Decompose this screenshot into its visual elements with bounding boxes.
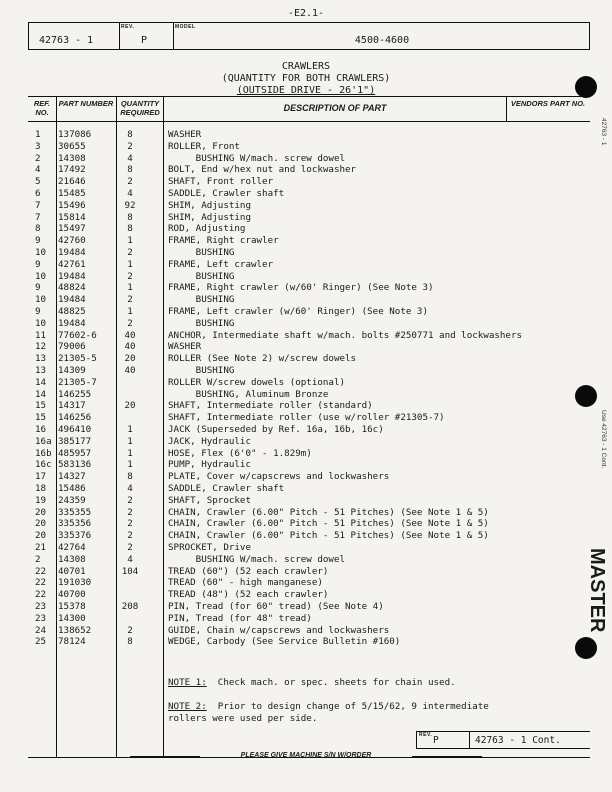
- row-description: FRAME, Left crawler (w/60' Ringer) (See Note 3): [168, 306, 428, 317]
- row-description: TREAD (48") (52 each crawler): [168, 589, 329, 601]
- row-ref: 12: [35, 341, 47, 353]
- row-ref: 6: [35, 188, 41, 199]
- header-rule: [28, 121, 590, 122]
- model-cell: [173, 23, 589, 49]
- row-quantity: 1: [127, 235, 133, 247]
- edge-note-middle: Use 42763 - 1 Cont.: [600, 410, 607, 469]
- table-row: [28, 188, 590, 200]
- table-row: [28, 247, 590, 259]
- row-part-number: 21305-7: [58, 376, 97, 388]
- row-quantity: 2: [127, 506, 133, 518]
- row-description: BUSHING: [168, 317, 235, 329]
- table-row: [28, 141, 590, 153]
- row-description: CHAIN, Crawler (6.00" Pitch - 51 Pitches) (See Note 1 & 5): [168, 506, 489, 518]
- row-quantity: 8: [127, 211, 133, 223]
- table-row: [28, 495, 590, 507]
- row-quantity: 40: [124, 329, 136, 341]
- row-quantity: 2: [127, 530, 133, 542]
- row-description: BOLT, End w/hex nut and lockwasher: [168, 164, 357, 176]
- row-ref: 10: [35, 294, 47, 306]
- table-row: [28, 259, 590, 271]
- master-stamp: MASTER: [586, 548, 608, 633]
- row-quantity: 1: [127, 447, 133, 459]
- row-part-number: 19484: [58, 270, 86, 282]
- row-quantity: 2: [127, 294, 133, 306]
- note-2-cont: rollers were used per side.: [168, 713, 318, 724]
- rev-value: P: [141, 35, 148, 46]
- row-ref: 15: [35, 412, 47, 424]
- row-part-number: 15496: [58, 199, 86, 211]
- table-row: [28, 613, 590, 625]
- table-row: [28, 271, 590, 283]
- row-ref: 4: [35, 164, 41, 176]
- table-row: [28, 164, 590, 176]
- row-description: WEDGE, Carbody (See Service Bulletin #160): [168, 636, 401, 648]
- parts-table: [28, 96, 590, 758]
- row-description: SPROCKET, Drive: [168, 542, 251, 553]
- row-quantity: 8: [127, 471, 133, 483]
- row-ref: 7: [35, 199, 41, 211]
- row-part-number: 19484: [58, 317, 86, 329]
- col-header-desc: DESCRIPTION OF PART: [283, 103, 387, 113]
- row-description: HOSE, Flex (6'0" - 1.829m): [168, 447, 312, 459]
- row-ref: 13: [35, 365, 47, 376]
- row-ref: 2: [35, 553, 41, 565]
- row-part-number: 14309: [58, 365, 86, 376]
- row-ref: 9: [35, 235, 41, 247]
- row-part-number: 21305-5: [58, 353, 97, 365]
- note-2: [168, 701, 489, 713]
- row-quantity: 2: [127, 270, 133, 282]
- table-row: [28, 377, 590, 389]
- section-subtitle-drive: [0, 85, 612, 96]
- table-row: [28, 330, 590, 342]
- row-ref: 23: [35, 612, 47, 624]
- doc-number: 42763 - 1: [39, 35, 94, 46]
- row-ref: 17: [35, 471, 47, 483]
- row-quantity: 8: [127, 164, 133, 176]
- row-part-number: 40700: [58, 589, 86, 601]
- row-part-number: 15378: [58, 601, 86, 612]
- table-row: [28, 200, 590, 212]
- note-2-label: NOTE 2:: [168, 701, 207, 712]
- row-part-number: 138652: [58, 624, 92, 636]
- row-quantity: 40: [124, 365, 136, 376]
- row-part-number: 78124: [58, 636, 86, 648]
- table-row: [28, 294, 590, 306]
- row-ref: 22: [35, 577, 47, 589]
- row-ref: 22: [35, 565, 47, 577]
- row-ref: 16c: [35, 459, 52, 471]
- row-description: PUMP, Hydraulic: [168, 459, 251, 471]
- row-ref: 19: [35, 494, 47, 506]
- row-ref: 25: [35, 636, 47, 648]
- row-part-number: 14308: [58, 553, 86, 565]
- row-part-number: 335376: [58, 530, 92, 542]
- row-description: ROLLER, Front: [168, 140, 240, 152]
- row-quantity: 1: [127, 306, 133, 317]
- table-row: [28, 601, 590, 613]
- row-part-number: 335355: [58, 506, 92, 518]
- row-part-number: 583136: [58, 459, 92, 471]
- row-quantity: 8: [127, 636, 133, 648]
- row-part-number: 14300: [58, 612, 86, 624]
- table-row: [28, 153, 590, 165]
- row-part-number: 15497: [58, 223, 86, 235]
- row-description: BUSHING, Aluminum Bronze: [168, 388, 329, 400]
- row-quantity: 4: [127, 553, 133, 565]
- row-part-number: 40701: [58, 565, 86, 577]
- row-description: ROLLER W/screw dowels (optional): [168, 376, 346, 388]
- cont-divider: [469, 732, 470, 748]
- row-part-number: 137086: [58, 129, 92, 140]
- row-part-number: 77602-6: [58, 329, 97, 341]
- row-ref: 9: [35, 282, 41, 294]
- row-ref: 20: [35, 506, 47, 518]
- row-part-number: 48825: [58, 306, 86, 317]
- row-part-number: 19484: [58, 294, 86, 306]
- row-quantity: 1: [127, 435, 133, 447]
- row-part-number: 24359: [58, 494, 86, 506]
- section-title: CRAWLERS: [281, 61, 331, 72]
- row-part-number: 191030: [58, 577, 92, 589]
- row-ref: 16b: [35, 447, 52, 459]
- row-quantity: 1: [127, 258, 133, 270]
- row-quantity: 208: [121, 601, 139, 612]
- row-description: BUSHING: [168, 270, 235, 282]
- cont-rev-label: REV.: [419, 732, 433, 738]
- table-row: [28, 542, 590, 554]
- row-ref: 13: [35, 353, 47, 365]
- row-description: FRAME, Right crawler: [168, 235, 279, 247]
- row-part-number: 48824: [58, 282, 86, 294]
- table-row: [28, 554, 590, 566]
- row-part-number: 485957: [58, 447, 92, 459]
- row-description: GUIDE, Chain w/capscrews and lockwashers: [168, 624, 390, 636]
- row-ref: 20: [35, 530, 47, 542]
- row-part-number: 17492: [58, 164, 86, 176]
- row-part-number: 15486: [58, 483, 86, 494]
- row-part-number: 385177: [58, 435, 92, 447]
- row-description: CHAIN, Crawler (6.00" Pitch - 51 Pitches) (See Note 1 & 5): [168, 518, 489, 530]
- row-description: TREAD (60" - high manganese): [168, 577, 323, 589]
- row-quantity: 92: [124, 199, 136, 211]
- row-ref: 10: [35, 270, 47, 282]
- table-row: [28, 318, 590, 330]
- table-row: [28, 424, 590, 436]
- row-quantity: 2: [127, 494, 133, 506]
- row-ref: 10: [35, 317, 47, 329]
- table-row: [28, 412, 590, 424]
- row-quantity: 4: [127, 188, 133, 199]
- table-row: [28, 212, 590, 224]
- row-ref: 16: [35, 424, 47, 435]
- row-description: ANCHOR, Intermediate shaft w/mach. bolts #250771 and lockwashers: [168, 329, 523, 341]
- rev-cell: [119, 23, 174, 49]
- row-quantity: 1: [127, 424, 133, 435]
- cont-rev-value: P: [433, 735, 439, 746]
- table-row: [28, 436, 590, 448]
- edge-note-top: 42763 - 1: [600, 118, 607, 146]
- row-description: FRAME, Left crawler: [168, 258, 274, 270]
- row-description: SADDLE, Crawler shaft: [168, 483, 285, 494]
- row-quantity: 2: [127, 140, 133, 152]
- note-1-label: NOTE 1:: [168, 677, 207, 688]
- row-ref: 21: [35, 542, 47, 553]
- table-row: [28, 507, 590, 519]
- row-ref: 9: [35, 258, 41, 270]
- row-part-number: 15485: [58, 188, 86, 199]
- row-description: BUSHING W/mach. screw dowel: [168, 152, 346, 164]
- row-part-number: 14308: [58, 152, 86, 164]
- row-ref: 11: [35, 329, 47, 341]
- table-row: [28, 589, 590, 601]
- row-description: SHAFT, Intermediate roller (use w/roller #21305-7): [168, 412, 445, 424]
- row-part-number: 21646: [58, 176, 86, 188]
- row-ref: 10: [35, 247, 47, 258]
- section-subtitle: (QUANTITY FOR BOTH CRAWLERS): [221, 73, 391, 84]
- row-ref: 16a: [35, 435, 52, 447]
- row-description: BUSHING W/mach. screw dowel: [168, 553, 346, 565]
- row-quantity: 1: [127, 459, 133, 471]
- model-label: MODEL: [175, 24, 196, 30]
- row-part-number: 79006: [58, 341, 86, 353]
- row-part-number: 19484: [58, 247, 86, 258]
- note-2-text: Prior to design change of 5/15/62, 9 intermediate: [206, 701, 489, 712]
- table-row: [28, 365, 590, 377]
- row-quantity: 8: [127, 223, 133, 235]
- row-quantity: 4: [127, 152, 133, 164]
- table-row: [28, 235, 590, 247]
- row-description: BUSHING: [168, 294, 235, 306]
- row-part-number: 14327: [58, 471, 86, 483]
- row-quantity: 2: [127, 247, 133, 258]
- row-description: WASHER: [168, 129, 202, 140]
- table-row: [28, 566, 590, 578]
- table-row: [28, 306, 590, 318]
- row-description: CHAIN, Crawler (6.00" Pitch - 51 Pitches) (See Note 1 & 5): [168, 530, 489, 542]
- row-ref: 15: [35, 400, 47, 412]
- row-description: FRAME, Right crawler (w/60' Ringer) (See Note 3): [168, 282, 434, 294]
- row-quantity: 40: [124, 341, 136, 353]
- row-part-number: 335356: [58, 518, 92, 530]
- row-ref: 14: [35, 388, 47, 400]
- col-divider-4: [506, 97, 507, 121]
- note-1-text: Check mach. or spec. sheets for chain used.: [206, 677, 456, 688]
- rev-label: REV.: [121, 24, 135, 30]
- row-ref: 22: [35, 589, 47, 601]
- row-part-number: 42764: [58, 542, 86, 553]
- row-ref: 20: [35, 518, 47, 530]
- binder-hole-middle: [575, 385, 597, 407]
- table-row: [28, 282, 590, 294]
- row-quantity: 4: [127, 483, 133, 494]
- row-description: BUSHING: [168, 365, 235, 376]
- row-ref: 7: [35, 211, 41, 223]
- table-row: [28, 223, 590, 235]
- row-description: SHAFT, Front roller: [168, 176, 274, 188]
- table-row: [28, 471, 590, 483]
- document-header-box: [28, 22, 590, 50]
- row-part-number: 30655: [58, 140, 86, 152]
- row-ref: 5: [35, 176, 41, 188]
- col-header-part: PART NUMBER: [58, 99, 114, 108]
- cont-doc: 42763 - 1 Cont.: [475, 735, 561, 746]
- row-description: TREAD (60") (52 each crawler): [168, 565, 329, 577]
- table-row: [28, 176, 590, 188]
- row-part-number: 496410: [58, 424, 92, 435]
- row-description: ROD, Adjusting: [168, 223, 246, 235]
- row-description: SHAFT, Sprocket: [168, 494, 251, 506]
- table-row: [28, 636, 590, 648]
- row-description: PIN, Tread (for 60" tread) (See Note 4): [168, 601, 384, 612]
- row-ref: 8: [35, 223, 41, 235]
- row-description: SHIM, Adjusting: [168, 199, 251, 211]
- col-header-ref: REF. NO.: [33, 99, 51, 117]
- row-description: SHAFT, Intermediate roller (standard): [168, 400, 373, 412]
- row-ref: 3: [35, 140, 41, 152]
- drive-length: (OUTSIDE DRIVE - 26'1"): [236, 85, 376, 96]
- row-quantity: 2: [127, 624, 133, 636]
- row-description: WASHER: [168, 341, 202, 353]
- table-row: [28, 530, 590, 542]
- row-ref: 24: [35, 624, 47, 636]
- table-row: [28, 518, 590, 530]
- row-description: JACK, Hydraulic: [168, 435, 251, 447]
- row-part-number: 15814: [58, 211, 86, 223]
- table-row: [28, 448, 590, 460]
- binder-hole-top: [575, 76, 597, 98]
- col-header-vendors: VENDORS PART NO.: [510, 99, 586, 108]
- note-1: [168, 677, 456, 689]
- row-description: ROLLER (See Note 2) w/screw dowels: [168, 353, 357, 365]
- row-ref: 23: [35, 601, 47, 612]
- row-part-number: 42760: [58, 235, 86, 247]
- table-row: [28, 577, 590, 589]
- row-description: SHIM, Adjusting: [168, 211, 251, 223]
- row-quantity: 2: [127, 542, 133, 553]
- row-description: PLATE, Cover w/capscrews and lockwashers: [168, 471, 390, 483]
- table-row: [28, 129, 590, 141]
- footer-instruction: PLEASE GIVE MACHINE S/N W/ORDER: [240, 752, 372, 759]
- doc-number-cell: [29, 23, 120, 49]
- col-header-qty: QUANTITY REQUIRED: [120, 99, 160, 117]
- row-ref: 14: [35, 376, 47, 388]
- row-description: PIN, Tread (for 48" tread): [168, 612, 312, 624]
- row-quantity: 1: [127, 282, 133, 294]
- row-ref: 18: [35, 483, 47, 494]
- row-quantity: 2: [127, 518, 133, 530]
- page-number: -E2.1-: [287, 8, 325, 19]
- table-row: [28, 400, 590, 412]
- row-ref: 9: [35, 306, 41, 317]
- row-part-number: 14317: [58, 400, 86, 412]
- row-quantity: 20: [124, 353, 136, 365]
- binder-hole-bottom: [575, 637, 597, 659]
- table-row: [28, 341, 590, 353]
- row-description: SADDLE, Crawler shaft: [168, 188, 285, 199]
- row-ref: 2: [35, 152, 41, 164]
- table-row: [28, 353, 590, 365]
- table-row: [28, 483, 590, 495]
- table-row: [28, 625, 590, 637]
- row-quantity: 8: [127, 129, 133, 140]
- model-value: 4500-4600: [354, 35, 410, 46]
- row-quantity: 2: [127, 176, 133, 188]
- table-row: [28, 389, 590, 401]
- row-part-number: 42761: [58, 258, 86, 270]
- row-description: BUSHING: [168, 247, 235, 258]
- row-quantity: 104: [121, 565, 139, 577]
- table-row: [28, 459, 590, 471]
- row-description: JACK (Superseded by Ref. 16a, 16b, 16c): [168, 424, 384, 435]
- row-part-number: 146255: [58, 388, 92, 400]
- row-quantity: 20: [124, 400, 136, 412]
- continuation-ref-box: [416, 731, 590, 749]
- row-ref: 1: [35, 129, 41, 140]
- row-part-number: 146256: [58, 412, 92, 424]
- row-quantity: 2: [127, 317, 133, 329]
